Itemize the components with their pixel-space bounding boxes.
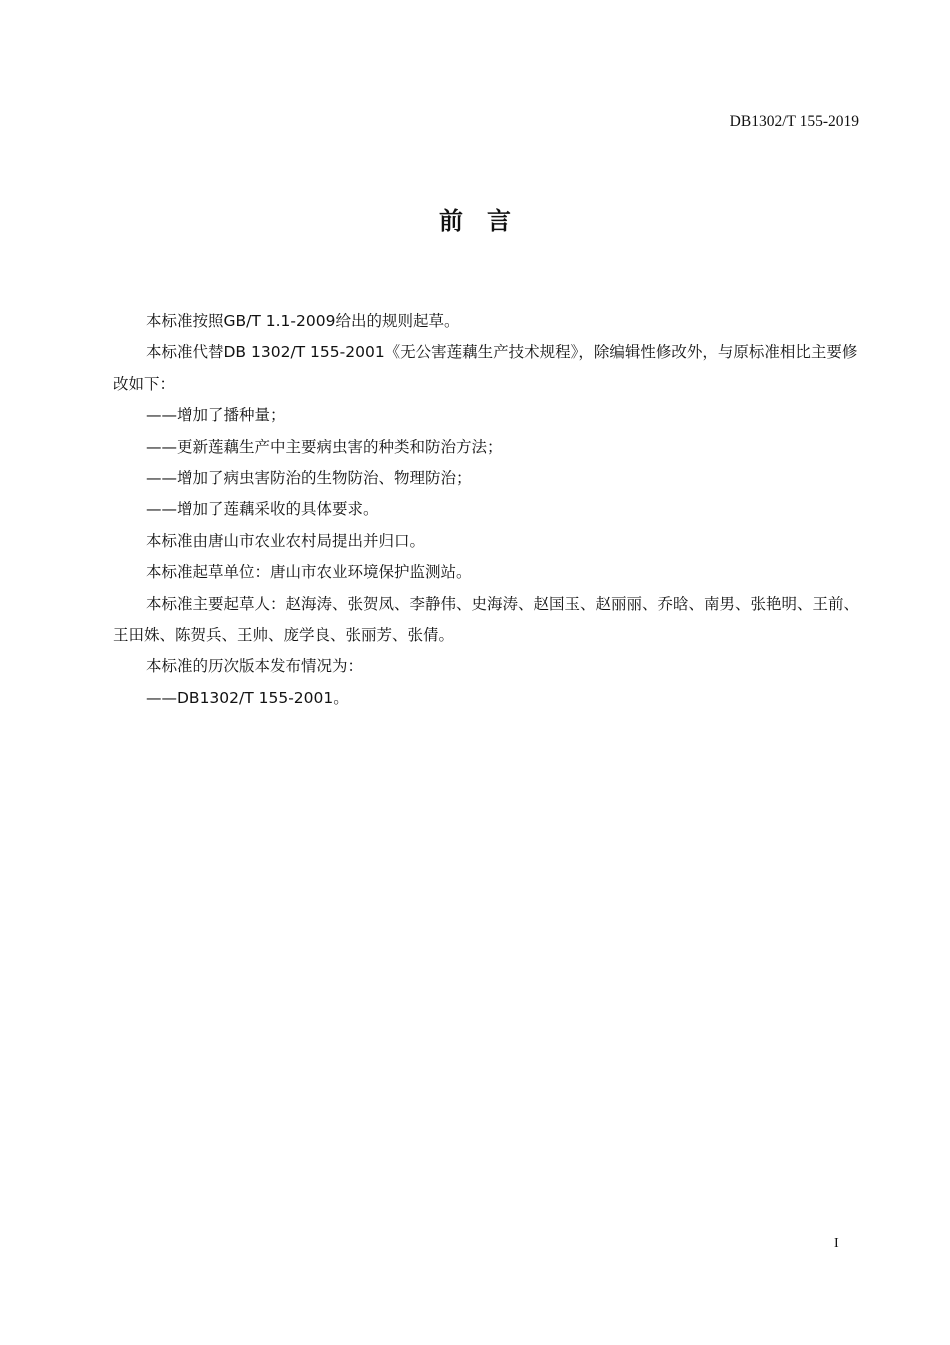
paragraph-drafting-rules: 本标准按照GB/T 1.1-2009给出的规则起草。 (146, 312, 460, 330)
list-item-change: ——增加了播种量； (146, 406, 286, 425)
paragraph-history-heading: 本标准的历次版本发布情况为： (146, 657, 364, 676)
document-code: DB1302/T 155-2019 (729, 113, 859, 130)
list-item-change: ——更新莲藕生产中主要病虫害的种类和防治方法； (146, 437, 503, 456)
paragraph-replacement: 本标准代替DB 1302/T 155-2001《无公害莲藕生产技术规程》，除编辑性修改外，与原标准相比主要修改如下： (113, 343, 858, 393)
paragraph-drafting-unit: 本标准起草单位：唐山市农业环境保护监测站。 (146, 563, 472, 582)
list-item-change: ——增加了莲藕采收的具体要求。 (146, 500, 379, 519)
page-number: I (834, 1236, 839, 1251)
list-item-change: ——增加了病虫害防治的生物防治、物理防治； (146, 469, 472, 488)
page-title: 前 言 (439, 207, 511, 235)
list-item-history: ——DB1302/T 155-2001。 (146, 688, 349, 707)
paragraph-drafters: 本标准主要起草人：赵海涛、张贺凤、李静伟、史海涛、赵国玉、赵丽丽、乔晗、南男、张艳明、王前、王田姝、陈贺兵、王帅、庞学良、张丽芳、张倩。 (113, 594, 860, 645)
paragraph-proposer: 本标准由唐山市农业农村局提出并归口。 (146, 531, 426, 550)
foreword-body (113, 306, 863, 714)
